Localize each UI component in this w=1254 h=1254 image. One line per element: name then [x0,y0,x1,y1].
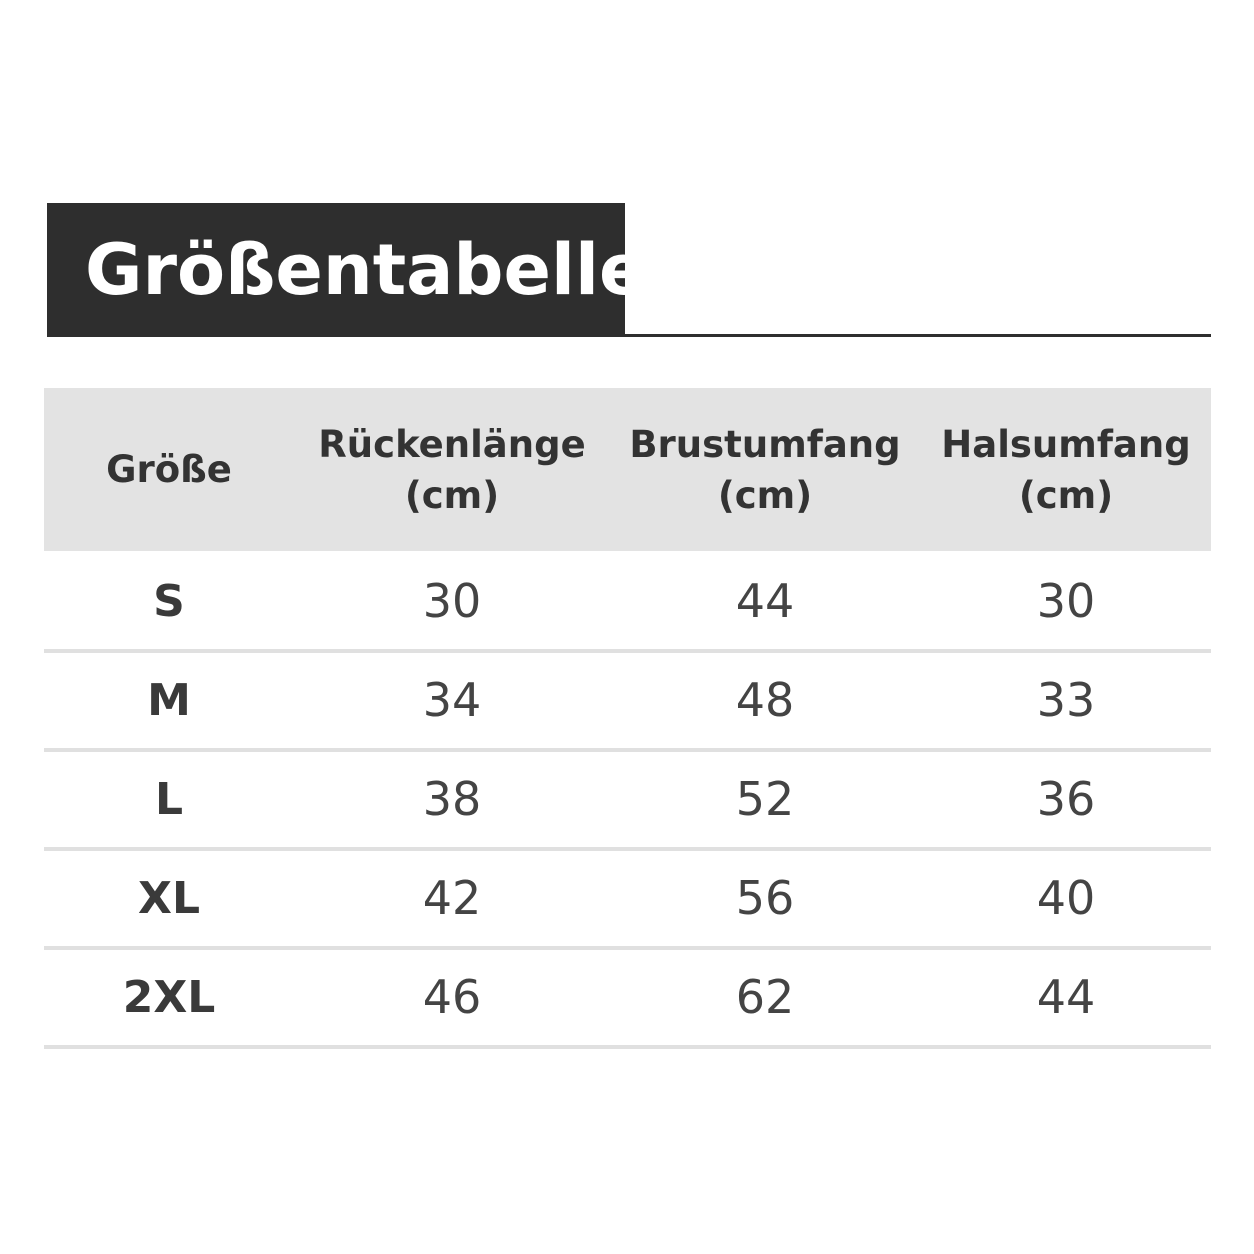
back-length-cell: 30 [422,574,482,628]
table-row [44,554,1211,653]
neck-girth-cell: 30 [1036,574,1096,628]
title-banner [47,203,647,337]
neck-girth-cell: 36 [1036,772,1096,826]
header-size [106,388,232,551]
chest-girth-cell: 52 [735,772,795,826]
header-chest-girth-unit: (cm) [717,473,813,517]
neck-girth-cell: 33 [1036,673,1096,727]
header-back-length-unit: (cm) [404,473,500,517]
table-row [44,851,1211,950]
chest-girth-cell: 62 [735,970,795,1024]
chest-girth-cell: 44 [735,574,795,628]
header-neck-girth-label: Halsumfang [941,422,1191,466]
table-row [44,950,1211,1049]
size-cell: L [154,774,184,825]
size-cell: XL [138,873,200,924]
header-chest-girth [629,388,900,551]
page-title: Größentabelle [85,229,647,311]
size-cell: M [147,675,191,726]
header-neck-girth-unit: (cm) [1018,473,1114,517]
neck-girth-cell: 44 [1036,970,1096,1024]
chest-girth-cell: 56 [735,871,795,925]
size-cell: S [153,576,185,627]
header-back-length-label: Rückenlänge [318,422,586,466]
back-length-cell: 42 [422,871,482,925]
size-table [44,388,1211,1049]
neck-girth-cell: 40 [1036,871,1096,925]
header-back-length [318,388,585,551]
back-length-cell: 34 [422,673,482,727]
chest-girth-cell: 48 [735,673,795,727]
back-length-cell: 38 [422,772,482,826]
back-length-cell: 46 [422,970,482,1024]
header-size-label: Größe [106,448,232,491]
table-header-row [44,388,1211,551]
header-neck-girth [941,388,1190,551]
table-row [44,653,1211,752]
header-chest-girth-label: Brustumfang [629,422,901,466]
size-cell: 2XL [122,972,216,1023]
table-row [44,752,1211,851]
title-underline [625,334,1211,337]
